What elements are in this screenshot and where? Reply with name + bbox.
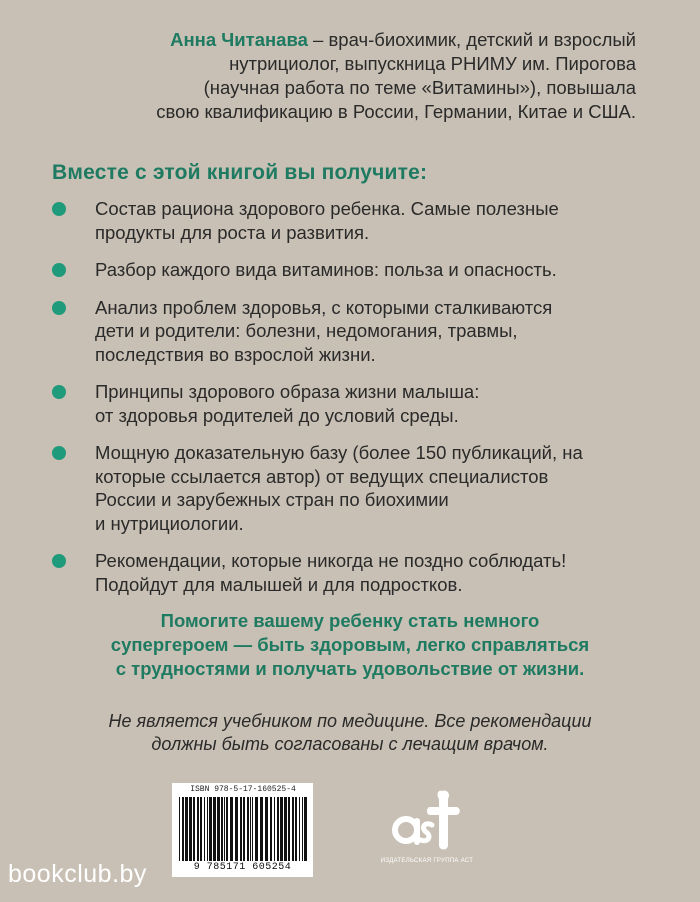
benefit-line: Принципы здорового образа жизни малыша: bbox=[95, 381, 480, 402]
benefit-line: России и зарубежных стран по биохимии bbox=[95, 489, 449, 510]
bullet-dot-icon bbox=[52, 202, 66, 216]
ean-number: 9 785171 605254 bbox=[193, 862, 292, 873]
barcode-bar bbox=[226, 797, 228, 861]
barcode-bar bbox=[247, 797, 249, 861]
benefit-item bbox=[52, 258, 652, 282]
barcode-bar bbox=[288, 797, 290, 861]
barcode-bar bbox=[277, 797, 279, 861]
cta-line: Помогите вашему ребенку стать немного bbox=[160, 610, 540, 631]
isbn-label: ISBN 978-5-17-160525-4 bbox=[190, 785, 296, 794]
author-bio-line2: нутрициолог, выпускница РНИМУ им. Пирогова bbox=[229, 53, 636, 74]
author-bio-line3: (научная работа по теме «Витамины»), повышала bbox=[203, 77, 636, 98]
benefit-item bbox=[52, 549, 652, 596]
site-watermark: bookclub.by bbox=[8, 860, 147, 888]
benefit-line: Состав рациона здорового ребенка. Самые полезные bbox=[95, 198, 559, 219]
barcode-bar bbox=[207, 797, 208, 861]
benefit-item bbox=[52, 380, 652, 427]
benefits-list bbox=[52, 197, 652, 610]
benefit-line: дети и родители: болезни, недомогания, травмы, bbox=[95, 320, 518, 341]
bullet-dot-icon bbox=[52, 301, 66, 315]
benefit-item bbox=[52, 197, 652, 244]
barcode-bar bbox=[299, 797, 300, 861]
bullet-dot-icon bbox=[52, 385, 66, 399]
barcode-bar bbox=[250, 797, 251, 861]
barcode-bar bbox=[213, 797, 216, 861]
cta-line: супергероем — быть здоровым, легко справляться bbox=[110, 634, 590, 655]
benefit-line: продукты для роста и развития. bbox=[95, 221, 370, 243]
barcode-bar bbox=[284, 797, 287, 861]
medical-disclaimer bbox=[60, 710, 640, 756]
ast-publisher-logo bbox=[384, 785, 474, 855]
barcode-bar bbox=[292, 797, 294, 861]
disclaimer-line: должны быть согласованы с лечащим врачом. bbox=[151, 734, 549, 754]
disclaimer-line: Не является учебником по медицине. Все рекомендации bbox=[108, 711, 592, 731]
barcode-bar bbox=[240, 797, 242, 861]
author-bio-line4: свою квалификацию в России, Германии, Китае и США. bbox=[156, 101, 636, 122]
barcode-bar bbox=[255, 797, 258, 861]
benefit-line: Рекомендации, которые никогда не поздно соблюдать! bbox=[95, 550, 567, 571]
barcode-bar bbox=[274, 797, 275, 861]
barcode-bar bbox=[179, 797, 180, 861]
barcode-bar bbox=[209, 797, 212, 861]
barcode-bar bbox=[265, 797, 268, 861]
cta-line: с трудностями и получать удовольствие от жизни. bbox=[115, 658, 585, 679]
benefit-line: и нутрициологии. bbox=[95, 512, 244, 534]
barcode bbox=[172, 783, 313, 877]
benefit-line: Мощную доказательную базу (более 150 публикаций, на bbox=[95, 442, 583, 463]
barcode-bar bbox=[295, 797, 297, 861]
author-name: Анна Читанава bbox=[170, 29, 308, 50]
barcode-bar bbox=[304, 797, 307, 861]
barcode-bar bbox=[185, 797, 188, 861]
benefit-item bbox=[52, 441, 652, 535]
benefit-line: последствия во взрослой жизни. bbox=[95, 343, 376, 365]
benefit-line: Анализ проблем здоровья, с которыми сталкиваются bbox=[95, 296, 553, 318]
barcode-bar bbox=[230, 797, 233, 861]
benefit-line: Разбор каждого вида витаминов: польза и опасность. bbox=[95, 259, 557, 280]
barcode-bar bbox=[197, 797, 199, 861]
barcode-bars-icon bbox=[177, 797, 308, 861]
barcode-bar bbox=[200, 797, 202, 861]
barcode-bar bbox=[260, 797, 263, 861]
bullet-dot-icon bbox=[52, 263, 66, 277]
barcode-bar bbox=[224, 797, 225, 861]
benefit-item bbox=[52, 296, 652, 367]
barcode-bar bbox=[217, 797, 220, 861]
barcode-bar bbox=[270, 797, 272, 861]
benefit-line: Подойдут для малышей и для подростков. bbox=[95, 573, 463, 595]
barcode-bar bbox=[221, 797, 223, 861]
benefits-heading: Вместе с этой книгой вы получите: bbox=[52, 161, 428, 184]
call-to-action bbox=[70, 609, 630, 681]
barcode-bar bbox=[243, 797, 245, 861]
barcode-bar bbox=[235, 797, 238, 861]
barcode-bar bbox=[189, 797, 192, 861]
benefit-line: которые ссылается автор) от ведущих специалистов bbox=[95, 465, 549, 487]
barcode-bar bbox=[193, 797, 195, 861]
barcode-bar bbox=[252, 797, 253, 861]
author-bio-line1: – врач-биохимик, детский и взрослый bbox=[307, 29, 636, 50]
bullet-dot-icon bbox=[52, 554, 66, 568]
barcode-bar bbox=[280, 797, 283, 861]
barcode-bar bbox=[302, 797, 303, 861]
bullet-dot-icon bbox=[52, 446, 66, 460]
publisher-caption: ИЗДАТЕЛЬСКАЯ ГРУППА АСТ bbox=[380, 858, 474, 864]
author-bio bbox=[40, 28, 636, 124]
barcode-bar bbox=[182, 797, 184, 861]
benefit-line: от здоровья родителей до условий среды. bbox=[95, 404, 459, 426]
barcode-bar bbox=[204, 797, 205, 861]
